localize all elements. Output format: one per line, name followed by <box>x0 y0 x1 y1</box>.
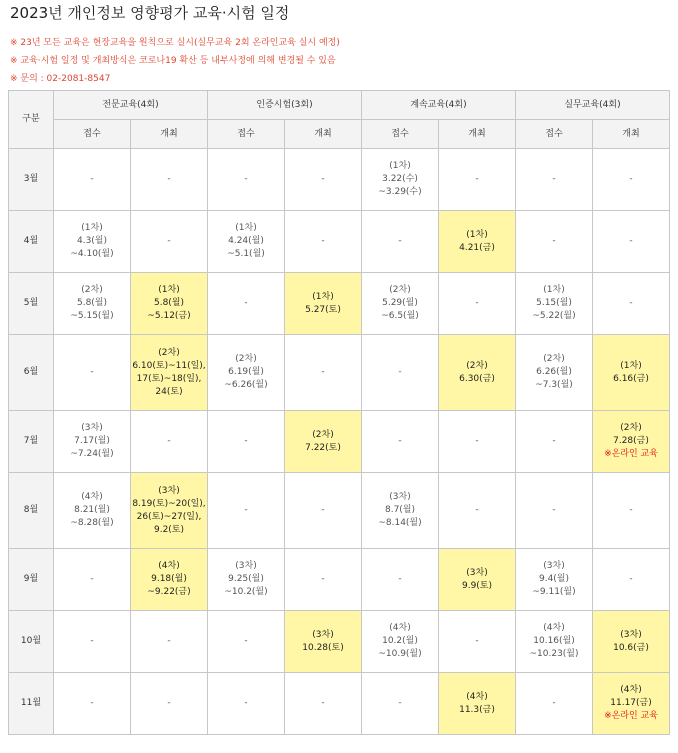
schedule-cell <box>439 549 516 611</box>
group-header: 전문교육(4회) <box>54 91 208 120</box>
schedule-cell <box>362 549 439 611</box>
schedule-cell <box>439 149 516 211</box>
cell-text: (4차) <box>81 492 103 502</box>
schedule-cell <box>362 673 439 735</box>
schedule-cell <box>54 335 131 411</box>
cell-text: - <box>552 505 556 515</box>
cell-text: 8.19(토)~20(일), <box>132 498 206 509</box>
schedule-cell <box>593 335 670 411</box>
cell-text: 4.24(월) <box>228 236 264 246</box>
schedule-cell <box>516 149 593 211</box>
schedule-cell <box>54 473 131 549</box>
sub-header: 개최 <box>285 120 362 149</box>
schedule-cell <box>131 273 208 335</box>
cell-text: ~3.29(수) <box>378 187 422 197</box>
month-label: 5월 <box>9 273 54 335</box>
cell-text: 5.8(월) <box>153 298 185 308</box>
schedule-cell <box>285 611 362 673</box>
schedule-cell <box>54 411 131 473</box>
schedule-cell <box>439 273 516 335</box>
month-label: 11월 <box>9 673 54 735</box>
cell-text: - <box>321 698 325 708</box>
schedule-cell <box>285 211 362 273</box>
schedule-cell <box>593 273 670 335</box>
cell-text: - <box>552 236 556 246</box>
cell-text: 11.17(금) <box>610 698 652 708</box>
cell-text: (1차) <box>620 360 642 371</box>
table-row <box>9 611 670 673</box>
cell-text: 3.22(수) <box>382 174 418 184</box>
sub-header: 개최 <box>131 120 208 149</box>
cell-text: 17(토)~18(일), <box>136 373 202 384</box>
cell-text: (4차) <box>620 685 642 695</box>
group-header: 계속교육(4회) <box>362 91 516 120</box>
schedule-cell <box>208 473 285 549</box>
online-notice: ※온라인 교육 <box>604 711 658 721</box>
cell-text: 11.3(금) <box>459 704 495 715</box>
cell-text: - <box>321 174 325 184</box>
schedule-cell <box>362 411 439 473</box>
table-row <box>9 149 670 211</box>
cell-text: (1차) <box>543 285 565 295</box>
cell-text: (3차) <box>543 561 565 571</box>
cell-text: ~9.22(금) <box>147 587 191 597</box>
cell-text: 10.2(월) <box>382 636 418 646</box>
schedule-cell <box>362 473 439 549</box>
table-row <box>9 411 670 473</box>
cell-text: - <box>629 574 633 584</box>
schedule-cell <box>131 611 208 673</box>
cell-text: (1차) <box>312 291 334 302</box>
cell-text: ~6.26(월) <box>224 380 268 390</box>
month-label: 3월 <box>9 149 54 211</box>
table-row <box>9 335 670 411</box>
cell-text: - <box>90 574 94 584</box>
notice-list <box>10 38 670 92</box>
month-label: 10월 <box>9 611 54 673</box>
sub-header: 접수 <box>208 120 285 149</box>
cell-text: 9.25(월) <box>228 574 264 584</box>
cell-text: - <box>167 236 171 246</box>
table-row <box>9 673 670 735</box>
schedule-cell <box>439 611 516 673</box>
cell-text: ~6.5(월) <box>381 311 419 321</box>
cell-text: ~5.1(월) <box>227 249 265 259</box>
schedule-cell <box>516 211 593 273</box>
schedule-cell <box>516 673 593 735</box>
cell-text: ~5.12(금) <box>147 311 191 321</box>
cell-text: 9.4(월) <box>538 574 570 584</box>
cell-text: - <box>629 505 633 515</box>
schedule-cell <box>208 549 285 611</box>
schedule-cell <box>516 335 593 411</box>
schedule-cell <box>131 549 208 611</box>
cell-text: (4차) <box>543 623 565 633</box>
cell-text: (1차) <box>235 223 257 233</box>
schedule-table <box>8 90 670 735</box>
sub-header: 개최 <box>593 120 670 149</box>
schedule-cell <box>285 273 362 335</box>
schedule-cell <box>131 211 208 273</box>
schedule-cell <box>516 411 593 473</box>
cell-text: 4.21(금) <box>459 242 495 253</box>
schedule-cell <box>131 411 208 473</box>
cell-text: 6.19(월) <box>228 367 264 377</box>
schedule-cell <box>208 611 285 673</box>
schedule-cell <box>208 211 285 273</box>
cell-text: - <box>475 298 479 308</box>
cell-text: ~7.3(월) <box>535 380 573 390</box>
cell-text: - <box>475 505 479 515</box>
schedule-cell <box>516 549 593 611</box>
cell-text: 10.28(토) <box>302 642 344 653</box>
cell-text: (3차) <box>81 423 103 433</box>
cell-text: 7.17(월) <box>74 436 110 446</box>
group-header: 실무교육(4회) <box>516 91 670 120</box>
schedule-cell <box>439 211 516 273</box>
schedule-cell <box>439 673 516 735</box>
cell-text: (3차) <box>235 561 257 571</box>
schedule-cell <box>285 149 362 211</box>
schedule-cell <box>285 549 362 611</box>
schedule-cell <box>593 473 670 549</box>
table-row <box>9 549 670 611</box>
cell-text: (1차) <box>158 285 180 295</box>
schedule-cell <box>439 473 516 549</box>
cell-text: ~5.15(월) <box>70 311 114 321</box>
cell-text: (1차) <box>466 229 488 240</box>
cell-text: 8.7(월) <box>384 505 416 515</box>
cell-text: - <box>398 436 402 446</box>
schedule-cell <box>54 673 131 735</box>
cell-text: 5.8(월) <box>76 298 108 308</box>
cell-text: (2차) <box>81 285 103 295</box>
cell-text: - <box>244 298 248 308</box>
schedule-cell <box>593 211 670 273</box>
cell-text: (3차) <box>466 567 488 578</box>
cell-text: 9.2(토) <box>153 524 185 535</box>
sub-header: 접수 <box>362 120 439 149</box>
cell-text: ~8.14(월) <box>378 518 422 528</box>
schedule-cell <box>593 149 670 211</box>
cell-text: - <box>167 436 171 446</box>
table-row <box>9 473 670 549</box>
cell-text: - <box>552 698 556 708</box>
schedule-cell <box>362 335 439 411</box>
schedule-cell <box>54 211 131 273</box>
cell-text: 5.29(월) <box>382 298 418 308</box>
cell-text: ~10.2(월) <box>224 587 268 597</box>
cell-text: ~9.11(월) <box>532 587 576 597</box>
table-body <box>9 149 670 735</box>
cell-text: 10.16(월) <box>533 636 575 646</box>
schedule-cell <box>362 273 439 335</box>
cell-text: - <box>167 174 171 184</box>
cell-text: (1차) <box>389 161 411 171</box>
cell-text: 4.3(월) <box>76 236 108 246</box>
sub-header: 개최 <box>439 120 516 149</box>
notice-item: ※ 23년 모든 교육은 현장교육을 원칙으로 실시(실무교육 2회 온라인교육 실시 예정) <box>10 38 340 48</box>
online-notice: ※온라인 교육 <box>604 449 658 459</box>
notice-item: ※ 문의 : 02-2081-8547 <box>10 74 111 84</box>
schedule-cell <box>285 335 362 411</box>
cell-text: ~4.10(월) <box>70 249 114 259</box>
cell-text: ~8.28(월) <box>70 518 114 528</box>
cell-text: - <box>167 698 171 708</box>
sub-header: 접수 <box>54 120 131 149</box>
cell-text: ~10.9(월) <box>378 649 422 659</box>
cell-text: (3차) <box>312 629 334 640</box>
cell-text: 26(토)~27(일), <box>136 511 202 522</box>
schedule-cell <box>593 411 670 473</box>
cell-text: - <box>398 236 402 246</box>
schedule-cell <box>208 335 285 411</box>
cell-text: - <box>90 698 94 708</box>
cell-text: - <box>398 367 402 377</box>
schedule-cell <box>362 149 439 211</box>
schedule-cell <box>54 149 131 211</box>
schedule-cell <box>593 673 670 735</box>
group-header: 인증시험(3회) <box>208 91 362 120</box>
cell-text: - <box>90 636 94 646</box>
schedule-cell <box>593 611 670 673</box>
schedule-cell <box>131 473 208 549</box>
month-label: 7월 <box>9 411 54 473</box>
cell-text: ~10.23(월) <box>529 649 579 659</box>
cell-text: - <box>321 236 325 246</box>
page-title: 2023년 개인정보 영향평가 교육·시험 일정 <box>10 4 290 22</box>
cell-text: 7.28(금) <box>613 436 649 446</box>
cell-text: (3차) <box>158 485 180 496</box>
cell-text: (2차) <box>235 354 257 364</box>
schedule-cell <box>439 335 516 411</box>
cell-text: (4차) <box>466 691 488 702</box>
cell-text: (2차) <box>312 429 334 440</box>
cell-text: - <box>629 174 633 184</box>
schedule-cell <box>54 549 131 611</box>
schedule-cell <box>285 411 362 473</box>
cell-text: 9.18(월) <box>151 574 187 584</box>
cell-text: 5.15(월) <box>536 298 572 308</box>
cell-text: - <box>244 636 248 646</box>
corner-header: 구분 <box>9 91 54 149</box>
cell-text: 10.6(금) <box>613 642 649 653</box>
schedule-cell <box>593 549 670 611</box>
cell-text: (2차) <box>620 423 642 433</box>
cell-text: - <box>475 636 479 646</box>
cell-text: - <box>398 574 402 584</box>
cell-text: (2차) <box>466 360 488 371</box>
cell-text: - <box>244 698 248 708</box>
cell-text: (4차) <box>158 561 180 571</box>
month-label: 8월 <box>9 473 54 549</box>
schedule-cell <box>131 673 208 735</box>
cell-text: - <box>90 367 94 377</box>
cell-text: 7.22(토) <box>305 442 341 453</box>
cell-text: (4차) <box>389 623 411 633</box>
cell-text: 6.26(월) <box>536 367 572 377</box>
cell-text: - <box>475 436 479 446</box>
cell-text: - <box>244 436 248 446</box>
schedule-cell <box>54 273 131 335</box>
cell-text: 8.21(월) <box>74 505 110 515</box>
schedule-cell <box>285 473 362 549</box>
sub-header: 접수 <box>516 120 593 149</box>
cell-text: (2차) <box>158 347 180 358</box>
cell-text: - <box>244 505 248 515</box>
month-label: 4월 <box>9 211 54 273</box>
cell-text: - <box>244 174 248 184</box>
notice-item: ※ 교육·시험 일정 및 개최방식은 코로나19 확산 등 내부사정에 의해 변경될 수 있음 <box>10 56 336 66</box>
cell-text: (3차) <box>389 492 411 502</box>
cell-text: 6.16(금) <box>613 373 649 384</box>
schedule-cell <box>362 211 439 273</box>
cell-text: - <box>629 236 633 246</box>
cell-text: - <box>475 174 479 184</box>
cell-text: (1차) <box>81 223 103 233</box>
cell-text: - <box>321 367 325 377</box>
cell-text: 6.30(금) <box>459 373 495 384</box>
schedule-cell <box>208 673 285 735</box>
cell-text: 5.27(토) <box>305 304 341 315</box>
schedule-cell <box>208 273 285 335</box>
cell-text: 9.9(토) <box>461 580 493 591</box>
schedule-cell <box>54 611 131 673</box>
cell-text: - <box>629 298 633 308</box>
cell-text: 24(토) <box>155 386 183 397</box>
schedule-cell <box>516 273 593 335</box>
schedule-cell <box>208 149 285 211</box>
cell-text: - <box>398 698 402 708</box>
schedule-cell <box>131 149 208 211</box>
schedule-cell <box>516 611 593 673</box>
month-label: 6월 <box>9 335 54 411</box>
cell-text: - <box>552 174 556 184</box>
cell-text: (2차) <box>389 285 411 295</box>
schedule-cell <box>208 411 285 473</box>
cell-text: (3차) <box>620 629 642 640</box>
table-row <box>9 273 670 335</box>
cell-text: - <box>321 505 325 515</box>
schedule-cell <box>285 673 362 735</box>
cell-text: - <box>167 636 171 646</box>
cell-text: (2차) <box>543 354 565 364</box>
cell-text: ~5.22(월) <box>532 311 576 321</box>
cell-text: ~7.24(월) <box>70 449 114 459</box>
schedule-cell <box>516 473 593 549</box>
schedule-cell <box>131 335 208 411</box>
cell-text: - <box>90 174 94 184</box>
schedule-cell <box>362 611 439 673</box>
cell-text: - <box>552 436 556 446</box>
cell-text: 6.10(토)~11(일), <box>132 360 206 371</box>
month-label: 9월 <box>9 549 54 611</box>
cell-text: - <box>321 574 325 584</box>
schedule-cell <box>439 411 516 473</box>
table-row <box>9 211 670 273</box>
